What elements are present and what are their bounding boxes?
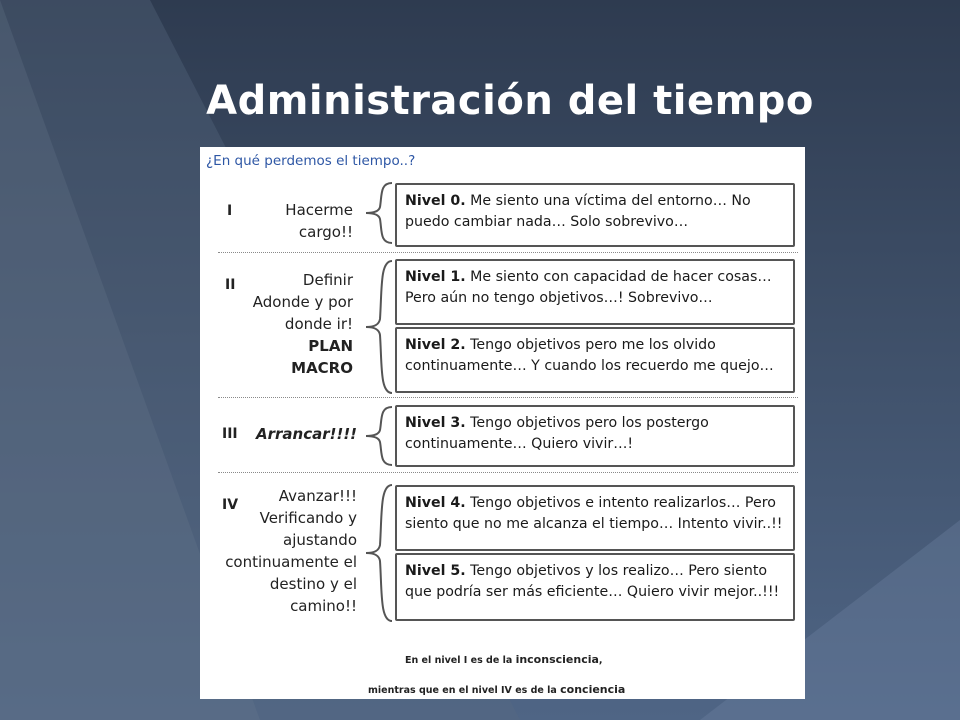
level-text: Me siento con capacidad de hacer cosas… Pero aún no tengo objetivos…! Sobrevivo… [405,269,772,306]
slide-title: Administración del tiempo [206,78,814,124]
level-box-5 [395,553,795,621]
footnote-1: En el nivel I es de la inconsciencia, [405,653,603,666]
level-box-4 [395,485,795,551]
level-label: Nivel 3. [405,415,466,431]
stage-roman-4: IV [222,497,239,513]
level-label: Nivel 0. [405,193,466,209]
footnote-emphasis: conciencia [560,683,626,696]
level-text: Tengo objetivos e intento realizarlos… Pero siento que no me alcanza el tiempo… Intento vivir..!! [405,495,783,532]
level-box-0 [395,183,795,247]
stage-text-2: Definir Adonde y por donde ir! [252,271,353,333]
separator [218,397,798,398]
level-box-1 [395,259,795,325]
footnote-2: mientras que en el nivel IV es de la conciencia [368,683,626,696]
footnote-emphasis: inconsciencia [515,653,599,666]
stage-roman-3: III [222,426,238,442]
brace-icon [360,259,396,395]
level-text: Tengo objetivos pero los postergo continuamente… Quiero vivir…! [405,415,709,452]
stage-text-1: Hacerme cargo!! [285,201,353,241]
level-label: Nivel 2. [405,337,466,353]
level-text: Tengo objetivos pero me los olvido continuamente… Y cuando los recuerdo me quejo… [405,337,774,374]
figure-question: ¿En qué perdemos el tiempo..? [206,153,416,169]
level-text: Me siento una víctima del entorno… No puedo cambiar nada… Solo sobrevivo… [405,193,751,230]
level-text: Tengo objetivos y los realizo… Pero siento que podría ser más eficiente… Quiero vivir mejor..!!! [405,563,780,600]
separator [218,472,798,473]
stage-text-3: Arrancar!!!! [256,425,357,443]
brace-icon [360,405,396,467]
stage-text-4: Avanzar!!! Verificando y ajustando continuamente el destino y el camino!! [225,487,357,615]
level-box-2 [395,327,795,393]
stage-roman-2: II [225,277,236,293]
level-label: Nivel 5. [405,563,466,579]
level-label: Nivel 1. [405,269,466,285]
brace-icon [360,483,396,623]
level-label: Nivel 4. [405,495,466,511]
levels-figure [200,147,805,699]
stage-roman-1: I [227,203,233,219]
brace-icon [360,181,396,245]
level-box-3 [395,405,795,467]
stage-bold-2: PLAN MACRO [291,337,353,377]
separator [218,252,798,253]
